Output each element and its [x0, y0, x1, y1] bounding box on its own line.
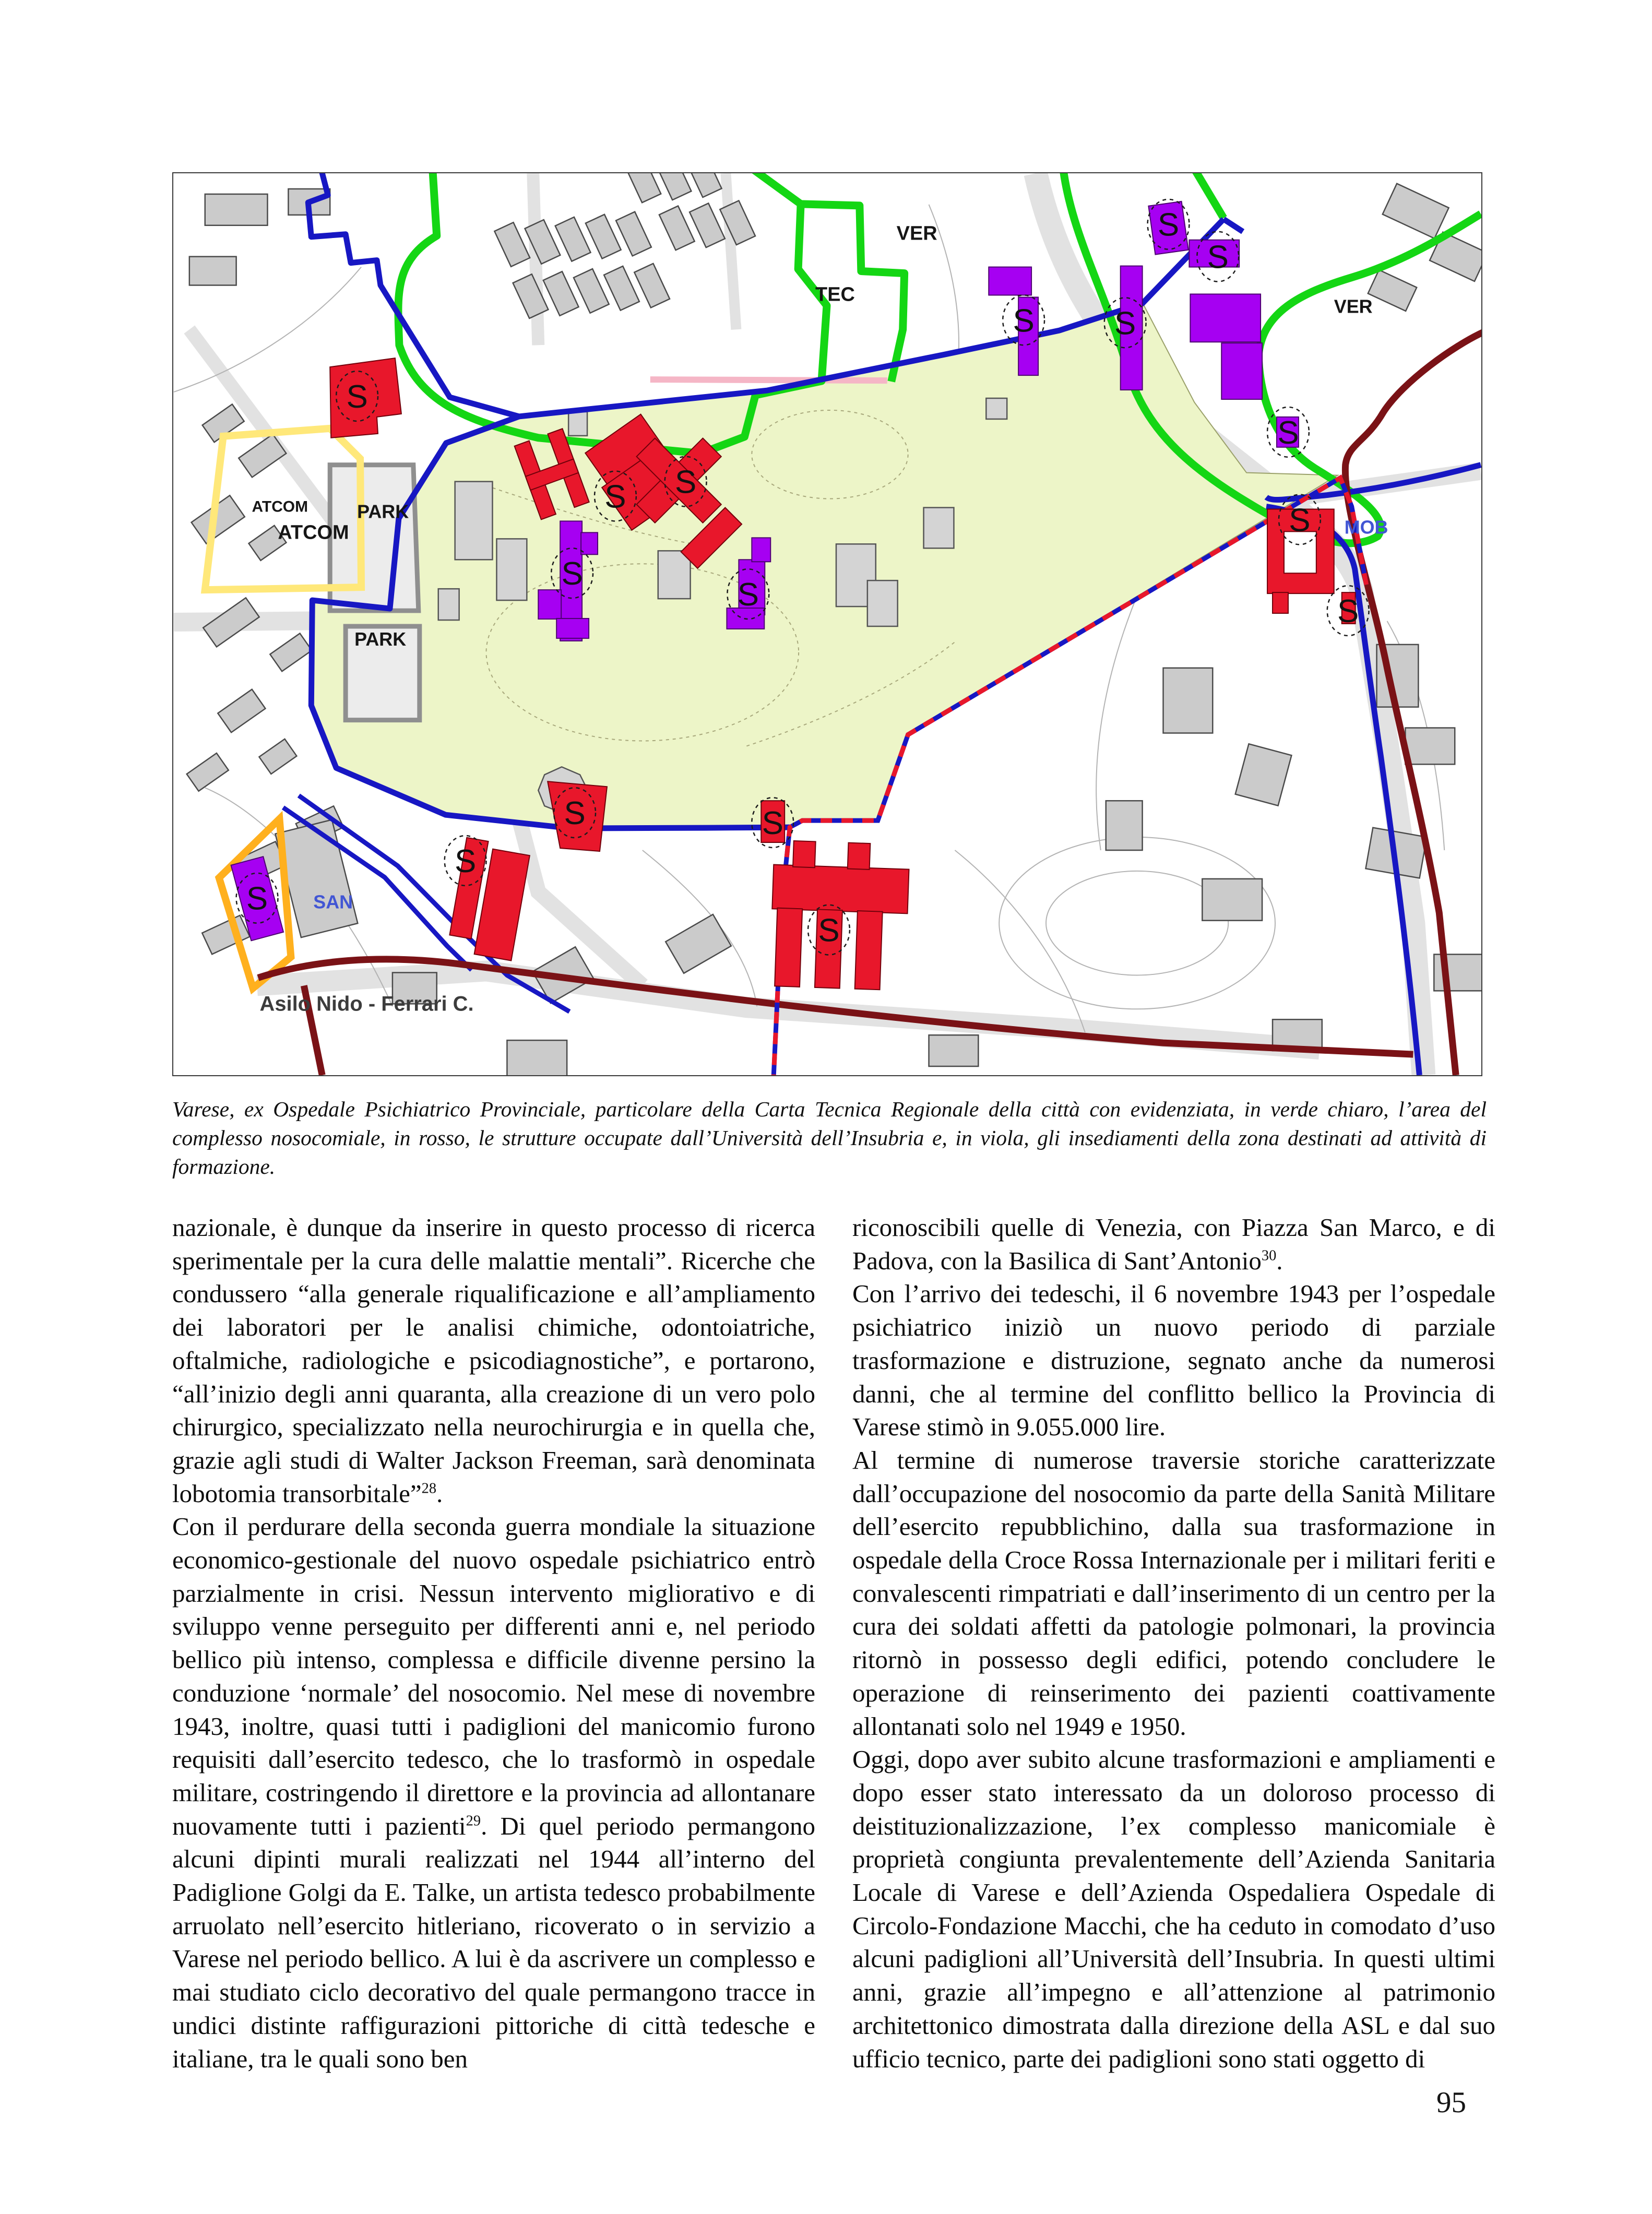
s-marker-label: S	[1207, 239, 1229, 276]
s-marker-label: S	[737, 577, 759, 613]
paragraph: Al termine di numerose traversie storiche caratterizzate dall’occupazione del nosocomio da parte della Sanità Militare dell’esercito repubblichino, dalla sua trasformazione in ospedale della Croce Rossa Internazionale per i militari feriti e convalescenti rimpatriati e dall’inserimento di un centro per la cura dei soldati affetti da patologie polmonari, la provincia ritornò in possesso degli edifici, potendo concludere le operazione di reinserimento dei pazienti coattivamente allontanati solo nel 1949 e 1950.	[852, 1445, 1495, 1741]
text-column-right	[852, 1211, 1495, 2075]
s-marker-label: S	[561, 556, 583, 592]
s-marker-label: S	[564, 795, 586, 832]
s-marker-label: S	[1289, 502, 1311, 539]
s-marker-label: S	[1157, 207, 1180, 243]
label-mob: MOB	[1344, 516, 1388, 538]
label-park-1: PARK	[357, 501, 409, 522]
paragraph: riconoscibili quelle di Venezia, con Piazza San Marco, e di Padova, con la Basilica di Sant’Antonio$^{30}$.	[852, 1213, 1495, 1275]
label-park-2: PARK	[354, 628, 407, 650]
road-pink-line	[650, 379, 887, 380]
s-marker-label: S	[1114, 305, 1136, 342]
s-marker-label: S	[1277, 414, 1299, 451]
s-marker-label: S	[1013, 303, 1035, 339]
page-number: 95	[1436, 2086, 1466, 2119]
label-asilo-nido: Asilo Nido - Ferrari C.	[259, 992, 474, 1016]
s-marker	[1267, 407, 1309, 457]
label-atcom-1: ATCOM	[252, 498, 308, 516]
label-ver-right: VER	[1334, 295, 1373, 317]
label-atcom-2: ATCOM	[278, 521, 349, 544]
s-marker-label: S	[762, 805, 783, 842]
paragraph: Con il perdurare della seconda guerra mondiale la situazione economico-gestionale del nuovo ospedale psichiatrico entrò parzialmente in crisi. Nessun intervento migliorativo e di sviluppo venne perseguito per differenti anni e, nel periodo bellico più intenso, complessa e difficile divenne persino la conduzione ‘normale’ del nosocomio. Nel mese di novembre 1943, inoltre, quasi tutti i padiglioni del manicomio furono requisiti dall’esercito tedesco, che lo trasformò in ospedale militare, costringendo il direttore e la provincia ad allontanare nuovamente tutti i pazienti$^{29}$. Di quel periodo permangono alcuni dipinti murali realizzati nel 1944 all’interno del Padiglione Golgi da E. Talke, un artista tedesco probabilmente arruolato nell’esercito hitleriano, ricoverato o in servizio a Varese nel periodo bellico. A lui è da ascrivere un complesso e mai studiato ciclo decorativo del quale permangono tracce in undici distinte raffigurazioni pittoriche di città tedesche e italiane, tra le quali sono ben	[172, 1512, 815, 2073]
s-marker-label: S	[454, 843, 477, 879]
paragraph: Con l’arrivo dei tedeschi, il 6 novembre 1943 per l’ospedale psichiatrico iniziò un nuovo periodo di parziale trasformazione e distruzione, segnato anche da numerosi danni, che al termine del conflitto bellico la Provincia di Varese stimò in 9.055.000 lire.	[852, 1279, 1495, 1442]
s-marker-label: S	[818, 912, 840, 949]
s-marker-label: S	[246, 880, 268, 917]
label-ver-top: VER	[896, 222, 937, 245]
figure-caption: Varese, ex Ospedale Psichiatrico Provinciale, particolare della Carta Tecnica Regionale della città con evidenziata, in verde chiaro, l’area del complesso nosocomiale, in rosso, le strutture occupate dall’Università dell’Insubria e, in viola, gli insediamenti della zona destinati ad attività di formazione.	[172, 1097, 1487, 1179]
text-column-left	[172, 1211, 815, 2075]
map-figure	[172, 172, 1482, 1076]
s-marker-label: S	[346, 378, 368, 415]
label-san: SAN	[313, 891, 353, 913]
s-marker-label: S	[675, 464, 697, 501]
map-canvas	[173, 173, 1481, 1075]
s-marker-label: S	[1337, 593, 1359, 630]
s-marker-label: S	[604, 479, 626, 515]
paragraph: Oggi, dopo aver subito alcune trasformazioni e ampliamenti e dopo esser stato interessato da un doloroso processo di deistituzionalizzazione, l’ex complesso manicomiale è proprietà congiunta prevalentemente dell’Azienda Sanitaria Locale di Varese e dell’Azienda Ospedaliera Ospedale di Circolo-Fondazione Macchi, che ha ceduto in comodato d’uso alcuni padiglioni all’Università dell’Insubria. In questi ultimi anni, grazie all’impegno e all’attenzione al patrimonio architettonico dimostrata dalla direzione della ASL e dal suo ufficio tecnico, parte dei padiglioni sono stati oggetto di	[852, 1745, 1495, 2073]
paragraph: nazionale, è dunque da inserire in questo processo di ricerca sperimentale per la cura delle malattie mentali”. Ricerche che condussero “alla generale riqualificazione e all’ampliamento dei laboratori per le analisi chimiche, odontoiatriche, oftalmiche, radiologiche e psicodiagnostiche”, e portarono, “all’inizio degli anni quaranta, alla creazione di un vero polo chirurgico, specializzato nella neurochirurgia e in quella che, grazie agli studi di Walter Jackson Freeman, sarà denominata lobotomia transorbitale”$^{28}$.	[172, 1213, 815, 1508]
label-tec: TEC	[815, 283, 855, 306]
s-marker	[808, 905, 850, 955]
